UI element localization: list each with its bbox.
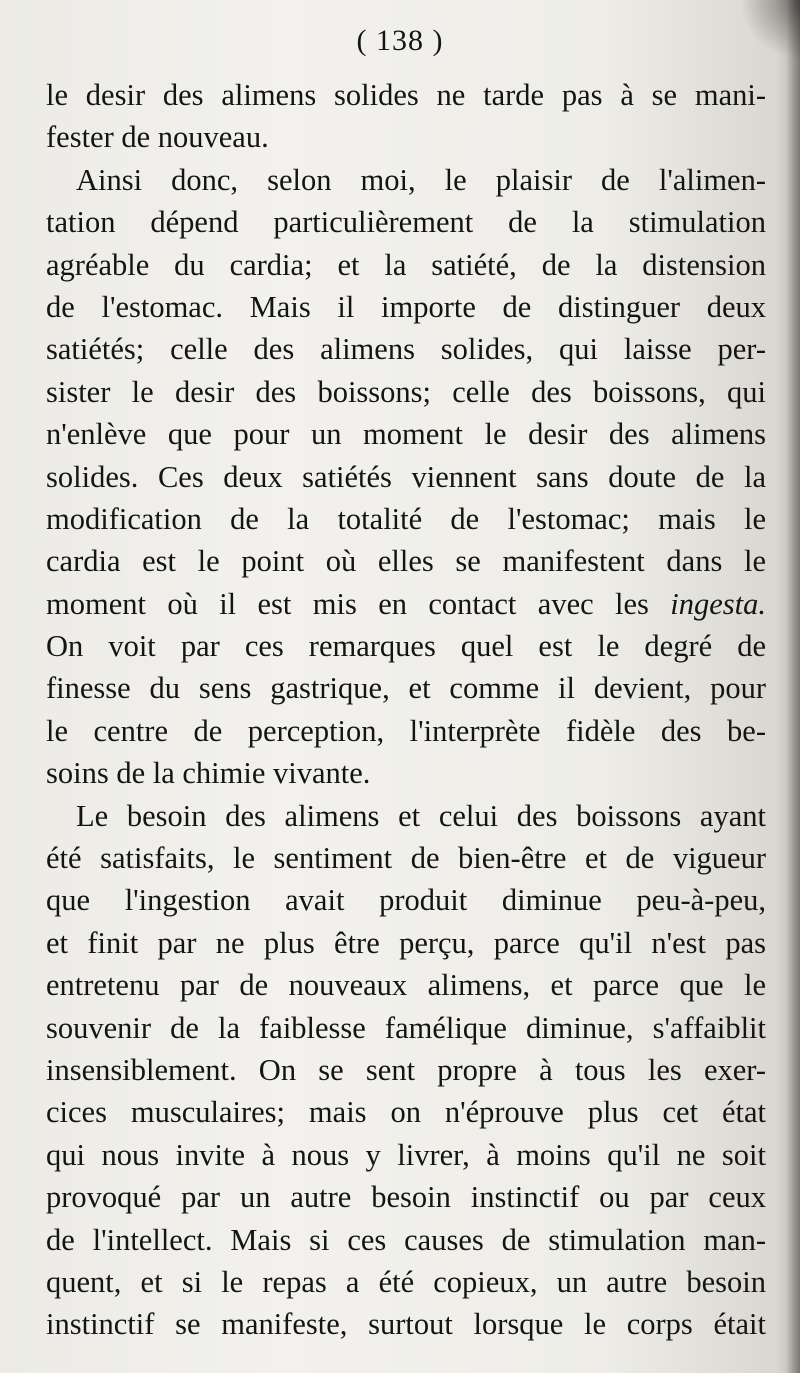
text-line: entretenu par de nouveaux alimens, et parce que le [46, 968, 766, 1003]
text-line: souvenir de la faiblesse famélique diminue, s'affaiblit [46, 1010, 766, 1045]
text-line: insensiblement. On se sent propre à tous les exer- [46, 1052, 766, 1087]
text-line: finesse du sens gastrique, et comme il devient, pour [46, 671, 766, 706]
text-line: Le besoin des alimens et celui des boissons ayant [76, 798, 766, 833]
page-number: ( 138 ) [356, 24, 444, 57]
text-line: Ainsi donc, selon moi, le plaisir de l'alimen- [76, 162, 766, 197]
body-text [46, 74, 766, 1346]
text-line: quent, et si le repas a été copieux, un autre besoin [46, 1264, 766, 1299]
text-line: On voit par ces remarques quel est le degré de [46, 629, 766, 664]
text-line: cardia est le point où elles se manifestent dans le [46, 544, 766, 579]
text-line: n'enlève que pour un moment le desir des alimens [46, 417, 766, 452]
text-line [46, 583, 766, 625]
page-edge-shadow [786, 0, 800, 1373]
page-corner-shadow [740, 0, 800, 60]
text-line: sister le desir des boissons; celle des boissons, qui [46, 374, 766, 409]
text-line: agréable du cardia; et la satiété, de la distension [46, 247, 766, 282]
text-line: fester de nouveau. [46, 120, 269, 155]
text-line: et finit par ne plus être perçu, parce qu'il n'est pas [46, 925, 766, 960]
text-line: le centre de perception, l'interprète fidèle des be- [46, 713, 766, 748]
text-line: solides. Ces deux satiétés viennent sans doute de la [46, 459, 766, 494]
text-line: qui nous invite à nous y livrer, à moins qu'il ne soit [46, 1137, 766, 1172]
text-line-plain: moment où il est mis en contact avec les [46, 586, 671, 621]
text-line: que l'ingestion avait produit diminue peu-à-peu, [46, 883, 766, 918]
text-line: de l'intellect. Mais si ces causes de stimulation man- [46, 1222, 766, 1257]
text-line: modification de la totalité de l'estomac; mais le [46, 501, 766, 536]
text-line: provoqué par un autre besoin instinctif ou par ceux [46, 1180, 766, 1215]
italic-term: ingesta. [670, 586, 766, 621]
text-line: tation dépend particulièrement de la stimulation [46, 205, 766, 240]
text-line: satiétés; celle des alimens solides, qui laisse per- [46, 332, 766, 367]
text-line: cices musculaires; mais on n'éprouve plus cet état [46, 1095, 766, 1130]
text-line: été satisfaits, le sentiment de bien-être et de vigueur [46, 841, 766, 876]
text-line: instinctif se manifeste, surtout lorsque le corps était [46, 1307, 766, 1342]
text-line: soins de la chimie vivante. [46, 756, 371, 791]
text-line: de l'estomac. Mais il importe de distinguer deux [46, 289, 766, 324]
text-line: le desir des alimens solides ne tarde pas à se mani- [46, 78, 766, 112]
